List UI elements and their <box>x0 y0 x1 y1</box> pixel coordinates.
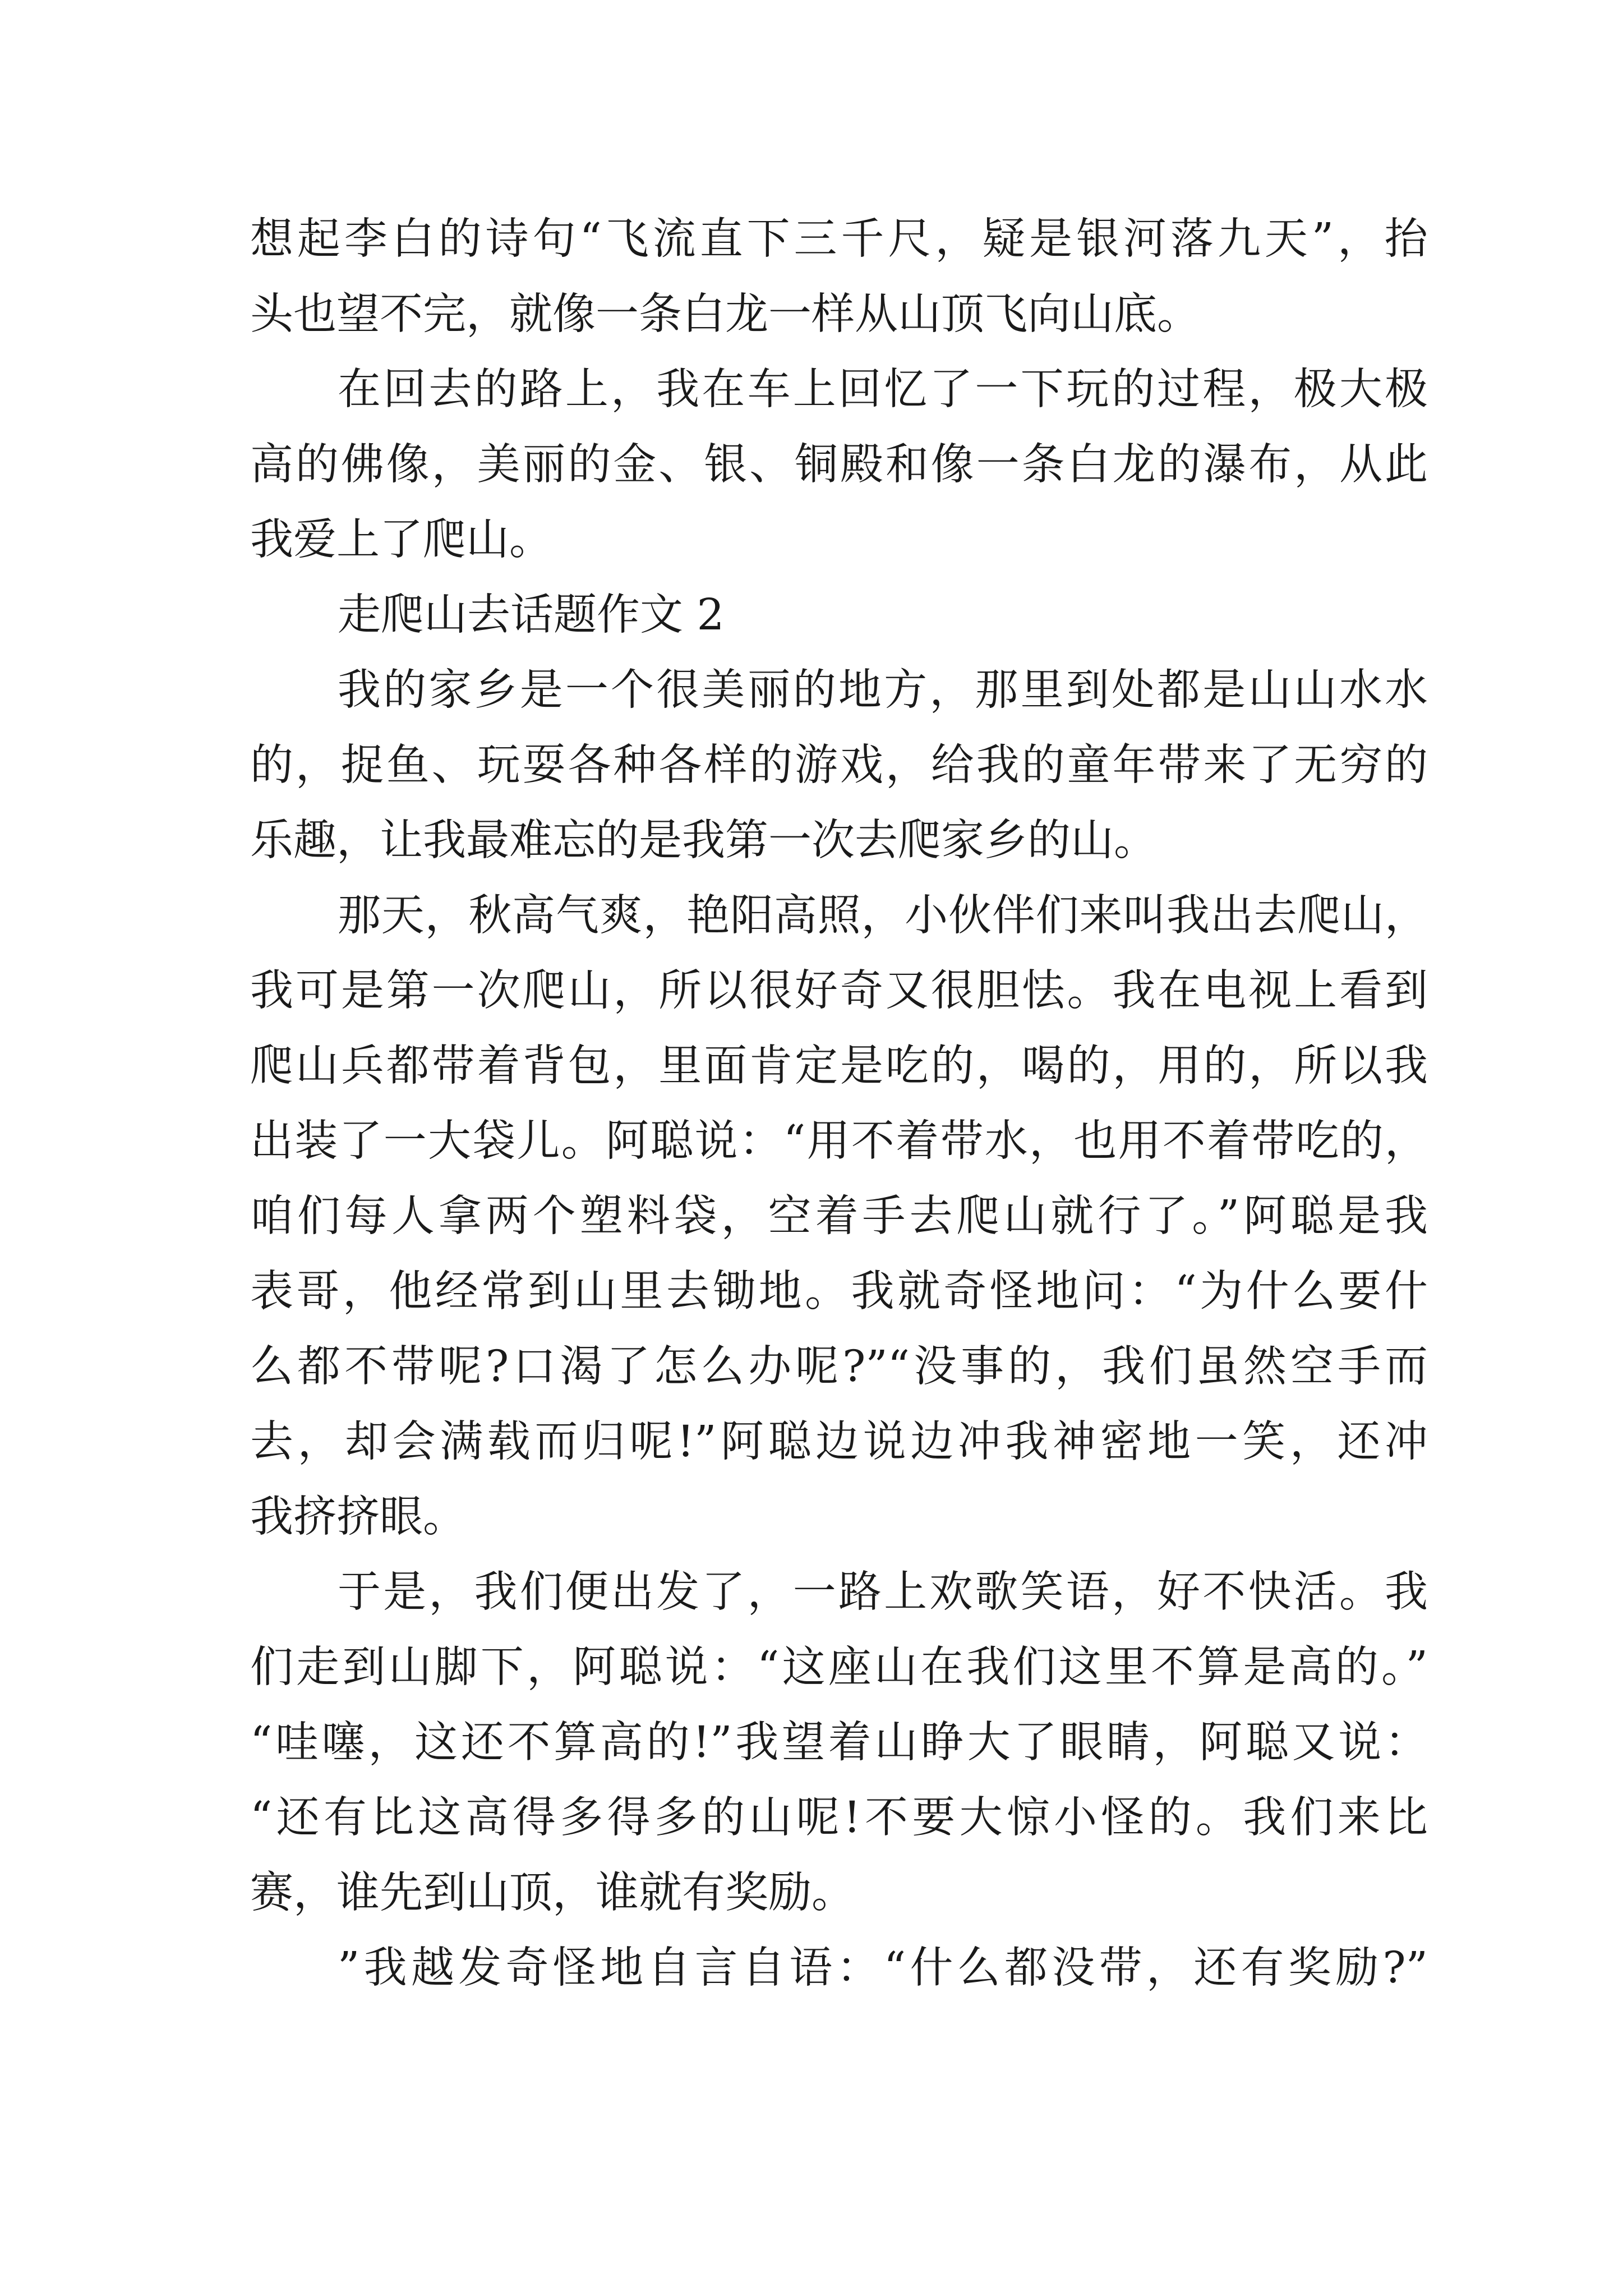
text-line-19: 于是，我们便出发了，一路上欢歌笑语，好不快活。我 <box>338 1567 1428 1617</box>
text-line-7: 我的家乡是一个很美丽的地方，那里到处都是山山水水 <box>338 665 1428 715</box>
text-line-21: “哇噻，这还不算高的!”我望着山睁大了眼睛，阿聪又说： <box>250 1718 1428 1768</box>
text-line-22: “还有比这高得多得多的山呢!不要大惊小怪的。我们来比 <box>250 1793 1428 1843</box>
text-line-24: ”我越发奇怪地自言自语：“什么都没带，还有奖励?” <box>338 1943 1428 1993</box>
text-line-16: 么都不带呢?口渴了怎么办呢?”“没事的，我们虽然空手而 <box>250 1342 1428 1392</box>
text-line-15: 表哥，他经常到山里去锄地。我就奇怪地问：“为什么要什 <box>250 1267 1428 1317</box>
text-line-20: 们走到山脚下，阿聪说：“这座山在我们这里不算是高的。” <box>250 1642 1428 1692</box>
text-line-11: 我可是第一次爬山，所以很好奇又很胆怯。我在电视上看到 <box>250 966 1428 1016</box>
text-line-13: 出装了一大袋儿。阿聪说：“用不着带水，也用不着带吃的， <box>250 1116 1428 1166</box>
text-line-2: 头也望不完，就像一条白龙一样从山顶飞向山底。 <box>250 289 1200 339</box>
text-line-14: 咱们每人拿两个塑料袋，空着手去爬山就行了。”阿聪是我 <box>250 1191 1428 1241</box>
text-line-10: 那天，秋高气爽，艳阳高照，小伙伴们来叫我出去爬山， <box>338 891 1428 941</box>
text-line-1: 想起李白的诗句“飞流直下三千尺，疑是银河落九天”，抬 <box>250 214 1428 264</box>
text-line-5: 我爱上了爬山。 <box>250 515 552 565</box>
body-text <box>250 202 1428 2006</box>
text-line-17: 去，却会满载而归呢!”阿聪边说边冲我神密地一笑，还冲 <box>250 1417 1428 1467</box>
text-line-4: 高的佛像，美丽的金、银、铜殿和像一条白龙的瀑布，从此 <box>250 440 1428 490</box>
text-line-12: 爬山兵都带着背包，里面肯定是吃的，喝的，用的，所以我 <box>250 1041 1428 1091</box>
text-line-23: 赛，谁先到山顶，谁就有奖励。 <box>250 1868 855 1918</box>
text-line-18: 我挤挤眼。 <box>250 1492 466 1542</box>
text-line-3: 在回去的路上，我在车上回忆了一下玩的过程，极大极 <box>338 365 1428 415</box>
text-line-9: 乐趣，让我最难忘的是我第一次去爬家乡的山。 <box>250 816 1157 866</box>
section-heading: 走爬山去话题作文 2 <box>338 590 725 640</box>
text-line-8: 的，捉鱼、玩耍各种各样的游戏，给我的童年带来了无穷的 <box>250 740 1428 790</box>
